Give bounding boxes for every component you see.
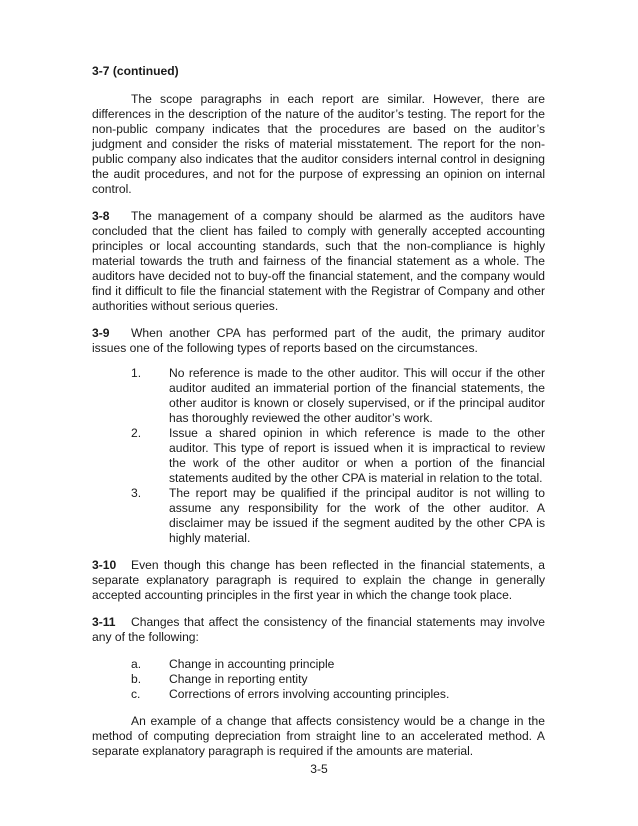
- numbered-list: [92, 366, 545, 546]
- paragraph-3-8: [92, 209, 545, 314]
- page-content: [92, 64, 545, 759]
- section-number: 3-11: [92, 615, 116, 629]
- list-marker: a.: [131, 657, 142, 671]
- list-marker: 3.: [131, 486, 142, 500]
- section-number: 3-8: [92, 209, 110, 223]
- list-item: [92, 366, 545, 426]
- paragraph-3-10: [92, 558, 545, 603]
- paragraph-text: Even though this change has been reflected in the financial statements, a separate explanatory paragraph is required to explain the change in generally accepted accounting principles in the first year in which the change took place.: [92, 558, 545, 602]
- list-marker: 2.: [131, 426, 142, 440]
- list-item-text: Corrections of errors involving accounting principles.: [169, 687, 450, 701]
- list-item: [92, 672, 545, 687]
- list-marker: c.: [131, 687, 141, 701]
- list-item-text: Change in reporting entity: [169, 672, 308, 686]
- page-number: 3-5: [310, 762, 328, 776]
- list-marker: b.: [131, 672, 142, 686]
- section-number: 3-10: [92, 558, 117, 572]
- list-item-text: Issue a shared opinion in which reference is made to the other auditor. This type of report is issued when it is impractical to review the work of the other auditor or when a portion of the financial statements audited by the other CPA is material in relation to the total.: [169, 426, 545, 485]
- section-heading: 3-7 (continued): [92, 64, 179, 78]
- section-number: 3-9: [92, 326, 110, 340]
- list-item-text: Change in accounting principle: [169, 657, 335, 671]
- paragraph-3-9: [92, 326, 545, 356]
- paragraph-text: The management of a company should be alarmed as the auditors have concluded that the client has failed to comply with generally accepted accounting principles or local accounting standards, such that the non-compliance is highly material towards the truth and fairness of the financial statement as a whole. The auditors have decided not to buy-off the financial statement, and the company would find it difficult to file the financial statement with the Registrar of Company and other authorities without serious queries.: [92, 209, 545, 313]
- lettered-list: [92, 657, 545, 702]
- paragraph-text: When another CPA has performed part of the audit, the primary auditor issues one of the following types of reports based on the circumstances.: [92, 326, 545, 355]
- list-item: [92, 426, 545, 486]
- paragraph-3-11-closing: An example of a change that affects consistency would be a change in the method of computing depreciation from straight line to an accelerated method. A separate explanatory paragraph is required if the amounts are material.: [92, 714, 545, 758]
- list-item: [92, 657, 545, 672]
- list-item: [92, 486, 545, 546]
- paragraph-3-11: [92, 615, 545, 645]
- list-marker: 1.: [131, 366, 142, 380]
- list-item: [92, 687, 545, 702]
- paragraph-3-7: The scope paragraphs in each report are similar. However, there are differences in the description of the nature of the auditor’s testing. The report for the non-public company indicates that the procedures are based on the auditor’s judgment and consider the risks of material misstatement. The report for the non-public company also indicates that the auditor considers internal control in designing the audit procedures, and not for the purpose of expressing an opinion on internal control.: [92, 92, 545, 196]
- list-item-text: No reference is made to the other auditor. This will occur if the other auditor audited an immaterial portion of the financial statements, the other auditor is known or closely supervised, or if the principal auditor has thoroughly reviewed the other auditor’s work.: [169, 366, 545, 425]
- paragraph-text: Changes that affect the consistency of the financial statements may involve any of the following:: [92, 615, 545, 644]
- list-item-text: The report may be qualified if the principal auditor is not willing to assume any responsibility for the work of the other auditor. A disclaimer may be issued if the segment audited by the other CPA is highly material.: [169, 486, 545, 545]
